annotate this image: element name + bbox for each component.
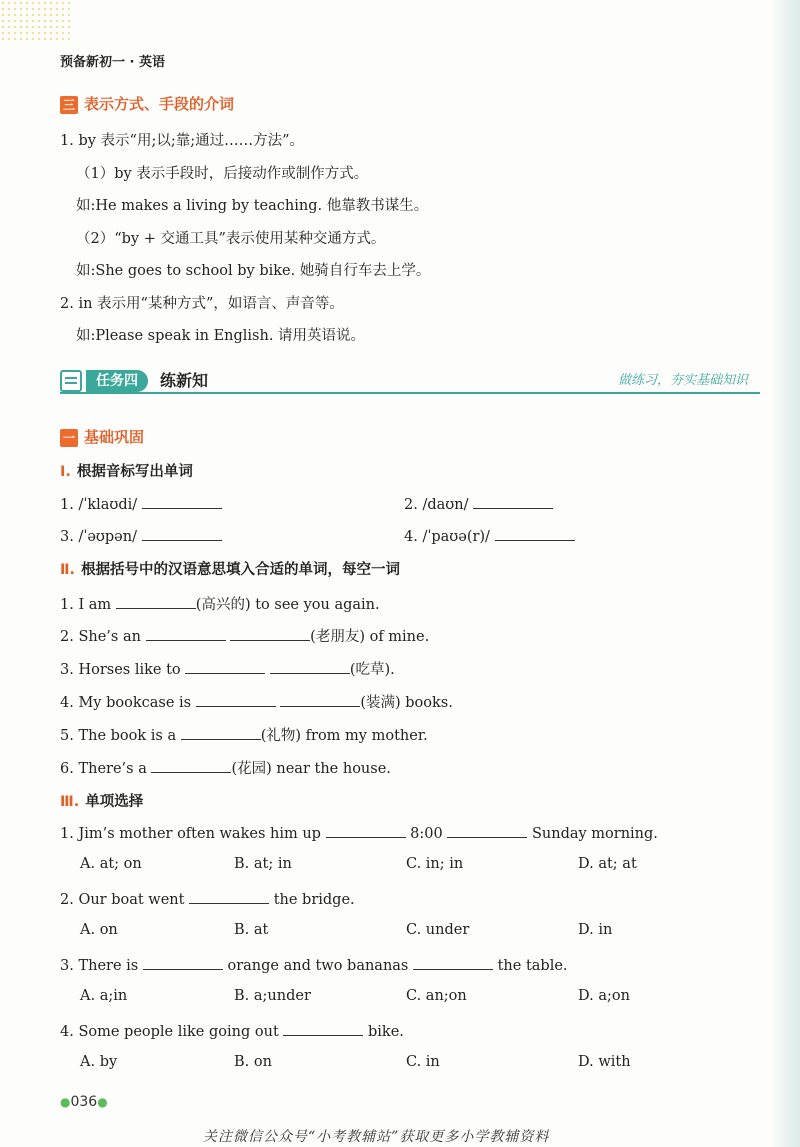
answer-blank[interactable] — [473, 494, 553, 509]
answer-blank[interactable] — [185, 659, 265, 674]
running-header: 预备新初一 · 英语 — [60, 55, 165, 70]
example-line: 如:She goes to school by bike. 她骑自行车去上学。 — [76, 263, 431, 279]
task-underline — [60, 392, 760, 394]
part-2-heading: Ⅱ. 根据括号中的汉语意思填入合适的单词，每空一词 — [60, 562, 401, 578]
task-title: 练新知 — [160, 371, 209, 390]
fill-in-item: 4. My bookcase is (装满) books. — [60, 691, 453, 712]
mc-option[interactable]: C. in; in — [406, 856, 464, 872]
mc-option[interactable]: A. at; on — [80, 856, 142, 872]
mc-question: 1. Jim’s mother often wakes him up 8:00 Sunday morning. — [60, 823, 658, 842]
answer-blank[interactable] — [181, 725, 261, 740]
fill-in-item: 6. There’s a (花园) near the house. — [60, 757, 391, 778]
answer-blank[interactable] — [142, 526, 222, 541]
mc-option[interactable]: D. at; at — [578, 856, 637, 872]
answer-blank[interactable] — [189, 889, 269, 904]
section-number-badge: 三 — [60, 96, 78, 114]
mc-option[interactable]: A. on — [80, 922, 118, 938]
answer-blank[interactable] — [447, 823, 527, 838]
part-title: 根据括号中的汉语意思填入合适的单词，每空一词 — [81, 562, 401, 578]
mc-question: 4. Some people like going out bike. — [60, 1021, 404, 1040]
section-title: 表示方式、手段的介词 — [84, 95, 235, 113]
part-3-heading: Ⅲ. 单项选择 — [60, 794, 144, 810]
bullet-icon: ● — [60, 1095, 71, 1109]
example-line: 如:Please speak in English. 请用英语说。 — [76, 328, 366, 344]
mc-option[interactable]: D. a;on — [578, 988, 630, 1004]
section-heading-1 — [60, 426, 144, 447]
answer-blank[interactable] — [326, 823, 406, 838]
answer-blank[interactable] — [146, 626, 226, 641]
fill-in-item: 3. Horses like to (吃草). — [60, 658, 395, 679]
page-edge-decoration — [772, 0, 800, 1147]
mc-option[interactable]: B. a;under — [234, 988, 311, 1004]
mc-option[interactable]: A. by — [80, 1054, 118, 1070]
phonetic-item: 4. /ˈpaʊə(r)/ — [404, 526, 575, 545]
mc-option[interactable]: B. at; in — [234, 856, 292, 872]
mc-option[interactable]: C. an;on — [406, 988, 467, 1004]
rule-line: （1）by 表示手段时，后接动作或制作方式。 — [76, 166, 369, 182]
answer-blank[interactable] — [270, 659, 350, 674]
part-title: 根据音标写出单词 — [76, 464, 193, 480]
answer-blank[interactable] — [196, 692, 276, 707]
notebook-icon — [60, 370, 82, 392]
page-number: ●036● — [60, 1094, 108, 1110]
mc-option[interactable]: C. under — [406, 922, 470, 938]
answer-blank[interactable] — [143, 955, 223, 970]
rule-line: 1. by 表示“用;以;靠;通过……方法”。 — [60, 133, 305, 149]
example-line: 如:He makes a living by teaching. 他靠教书谋生。 — [76, 198, 429, 214]
section-heading-3 — [60, 93, 234, 114]
section-title: 基础巩固 — [84, 428, 145, 446]
mc-option[interactable]: B. at — [234, 922, 269, 938]
mc-option[interactable]: D. with — [578, 1054, 631, 1070]
rule-line: （2）“by + 交通工具”表示使用某种交通方式。 — [76, 231, 386, 247]
answer-blank[interactable] — [413, 955, 493, 970]
bullet-icon: ● — [97, 1095, 108, 1109]
phonetic-item: 1. /ˈklaʊdi/ — [60, 494, 222, 513]
phonetic-item: 2. /daʊn/ — [404, 494, 553, 513]
answer-blank[interactable] — [142, 494, 222, 509]
fill-in-item: 5. The book is a (礼物) from my mother. — [60, 724, 428, 745]
task-banner — [60, 368, 760, 396]
section-number-badge: 一 — [60, 429, 78, 447]
part-1-heading: Ⅰ. 根据音标写出单词 — [60, 464, 193, 480]
answer-blank[interactable] — [495, 526, 575, 541]
rule-line: 2. in 表示用“某种方式”，如语言、声音等。 — [60, 296, 344, 312]
answer-blank[interactable] — [280, 692, 360, 707]
task-label: 任务四 — [86, 370, 148, 392]
mc-question: 3. There is orange and two bananas the table. — [60, 955, 568, 974]
corner-dots-decoration — [0, 0, 70, 40]
task-slogan: 做练习，夯实基础知识 — [617, 373, 748, 388]
footer-note: 关注微信公众号“小考教辅站”获取更多小学教辅资料 — [203, 1129, 550, 1145]
answer-blank[interactable] — [283, 1021, 363, 1036]
mc-option[interactable]: B. on — [234, 1054, 272, 1070]
mc-option[interactable]: C. in — [406, 1054, 440, 1070]
part-title: 单项选择 — [85, 794, 144, 810]
fill-in-item: 1. I am (高兴的) to see you again. — [60, 593, 380, 614]
mc-option[interactable]: A. a;in — [80, 988, 128, 1004]
answer-blank[interactable] — [116, 594, 196, 609]
mc-option[interactable]: D. in — [578, 922, 613, 938]
phonetic-item: 3. /ˈəʊpən/ — [60, 526, 222, 545]
mc-question: 2. Our boat went the bridge. — [60, 889, 355, 908]
fill-in-item: 2. She’s an (老朋友) of mine. — [60, 625, 429, 646]
answer-blank[interactable] — [151, 758, 231, 773]
answer-blank[interactable] — [230, 626, 310, 641]
